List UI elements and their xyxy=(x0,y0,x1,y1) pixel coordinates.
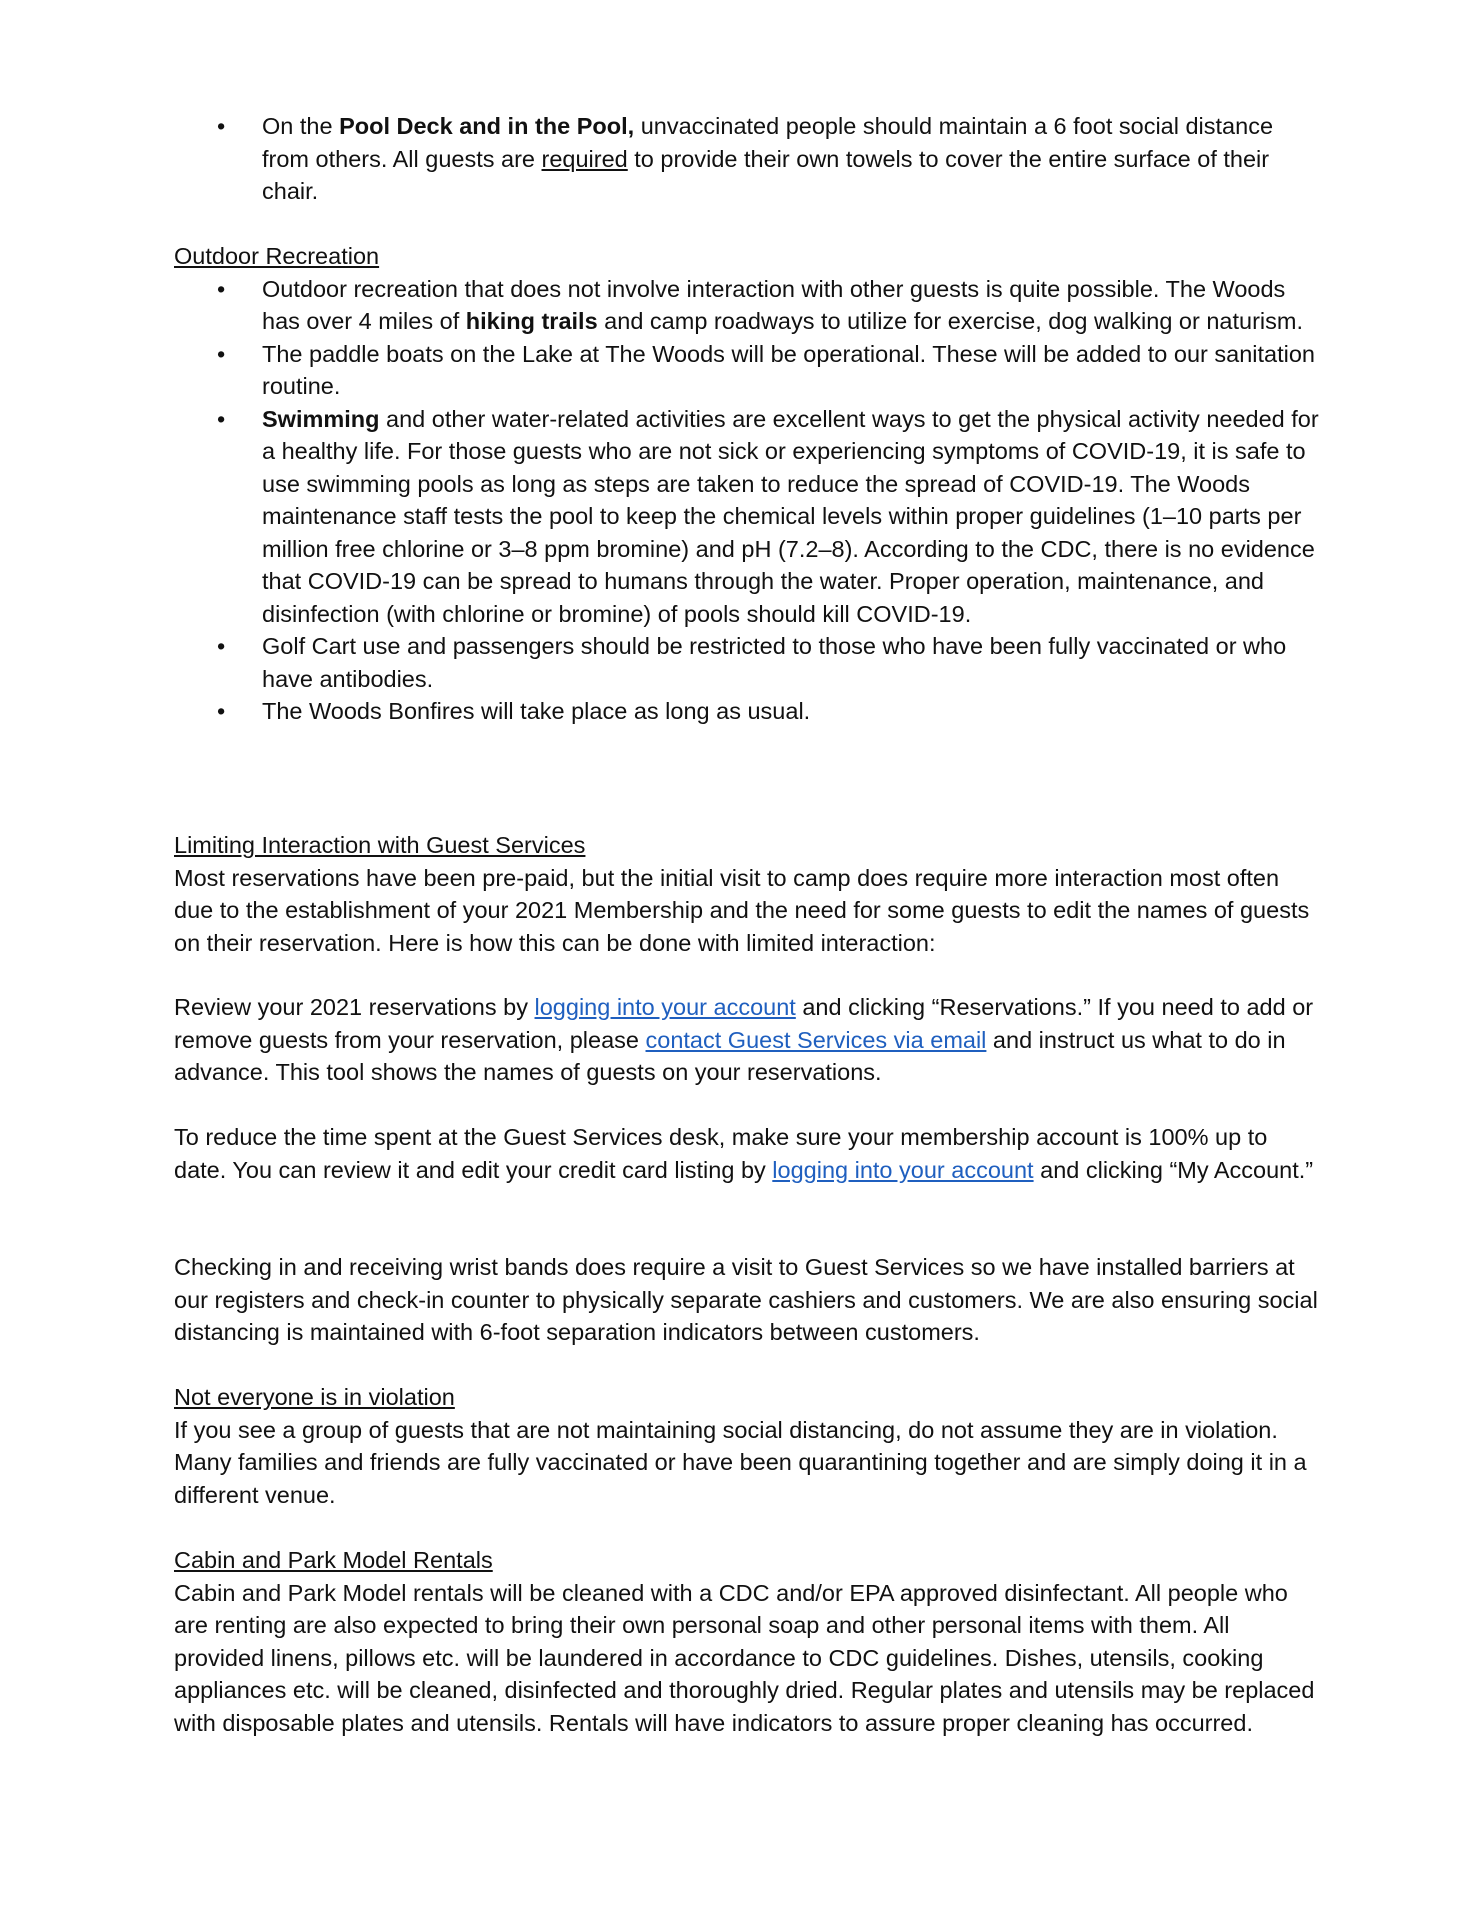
paragraph: Cabin and Park Model rentals will be cleaned with a CDC and/or EPA approved disinfectant. All people who are renting are also expected to bring their own personal soap and other personal items with them. All provided linens, pillows etc. will be laundered in accordance to CDC guidelines. Dishes, utensils, cooking appliances etc. will be cleaned, disinfected and thoroughly dried. Regular plates and utensils may be replaced with disposable plates and utensils. Rentals will have indicators to assure proper cleaning has occurred. xyxy=(174,1579,1315,1736)
list-item: • On the Pool Deck and in the Pool, unvaccinated people should maintain a 6 foot social distance from others. All guests are required to provide their own towels to cover the entire surface of their chair. xyxy=(174,110,1324,208)
check-in-paragraph xyxy=(174,1251,1324,1349)
membership-account-paragraph: To reduce the time spent at the Guest Services desk, make sure your membership account is 100% up to date. You can review it and edit your credit card listing by logging into your account and clicking “My Account.” xyxy=(174,1124,1314,1183)
logging-into-account-link[interactable]: logging into your account xyxy=(772,1156,1034,1183)
pool-section xyxy=(174,110,1324,208)
logging-into-account-link[interactable]: logging into your account xyxy=(534,994,796,1020)
list-item: • Outdoor recreation that does not involve interaction with other guests is quite possible. The Woods has over 4 miles of hiking trails and camp roadways to utilize for exercise, dog walking or naturism. xyxy=(174,273,1324,338)
guest-services-section xyxy=(174,829,1324,959)
pool-bullet-list xyxy=(174,110,1324,208)
bullet-icon: • xyxy=(217,275,226,302)
reservations-paragraph: Review your 2021 reservations by logging into your account and clicking “Reservations.” If you need to add or remove guests from your reservation, please contact Guest Services via email and instruct us what to do in advance. This tool shows the names of guests on your reservations. xyxy=(174,994,1314,1085)
bullet-icon: • xyxy=(217,340,226,367)
bullet-icon: • xyxy=(217,405,226,432)
list-item: • The Woods Bonfires will take place as long as usual. xyxy=(174,695,1324,728)
section-heading: Not everyone is in violation xyxy=(174,1384,455,1410)
paragraph: Most reservations have been pre-paid, but the initial visit to camp does require more interaction most often due to the establishment of your 2021 Membership and the need for some guests to edit the names of guests on their reservation. Here is how this can be done with limited interaction: xyxy=(174,864,1310,956)
outdoor-bullet-list xyxy=(174,273,1324,728)
bullet-icon: • xyxy=(217,113,226,139)
section-heading: Outdoor Recreation xyxy=(174,243,380,269)
rentals-section xyxy=(174,1544,1324,1739)
bullet-icon: • xyxy=(217,698,226,724)
violation-section xyxy=(174,1381,1324,1511)
bold-text: Swimming xyxy=(262,405,380,432)
section-heading: Limiting Interaction with Guest Services xyxy=(174,832,586,858)
section-heading: Cabin and Park Model Rentals xyxy=(174,1547,493,1573)
bold-text: Pool Deck and in the Pool, xyxy=(339,113,635,139)
list-item: • The paddle boats on the Lake at The Woods will be operational. These will be added to our sanitation routine. xyxy=(174,338,1324,403)
outdoor-recreation-section xyxy=(174,240,1324,728)
bullet-icon: • xyxy=(217,633,226,659)
paragraph: Checking in and receiving wrist bands does require a visit to Guest Services so we have installed barriers at our registers and check-in counter to physically separate cashiers and customers. We are also ensuring social distancing is maintained with 6-foot separation indicators between customers. xyxy=(174,1254,1318,1345)
paragraph: If you see a group of guests that are not maintaining social distancing, do not assume they are in violation. Many families and friends are fully vaccinated or have been quarantining together and are simply doing it in a different venue. xyxy=(174,1416,1307,1508)
contact-guest-services-link[interactable]: contact Guest Services via email xyxy=(645,1026,987,1053)
list-item: • Swimming and other water-related activities are excellent ways to get the physical activity needed for a healthy life. For those guests who are not sick or experiencing symptoms of COVID-19, it is safe to use swimming pools as long as steps are taken to reduce the spread of COVID-19. The Woods maintenance staff tests the pool to keep the chemical levels within proper guidelines (1–10 parts per million free chlorine or 3–8 ppm bromine) and pH (7.2–8). According to the CDC, there is no evidence that COVID-19 can be spread to humans through the water. Proper operation, maintenance, and disinfection (with chlorine or bromine) of pools should kill COVID-19. xyxy=(174,403,1324,631)
bold-text: hiking trails xyxy=(465,308,598,334)
underlined-text: required xyxy=(541,145,628,172)
list-item: • Golf Cart use and passengers should be restricted to those who have been fully vaccinated or who have antibodies. xyxy=(174,630,1324,695)
